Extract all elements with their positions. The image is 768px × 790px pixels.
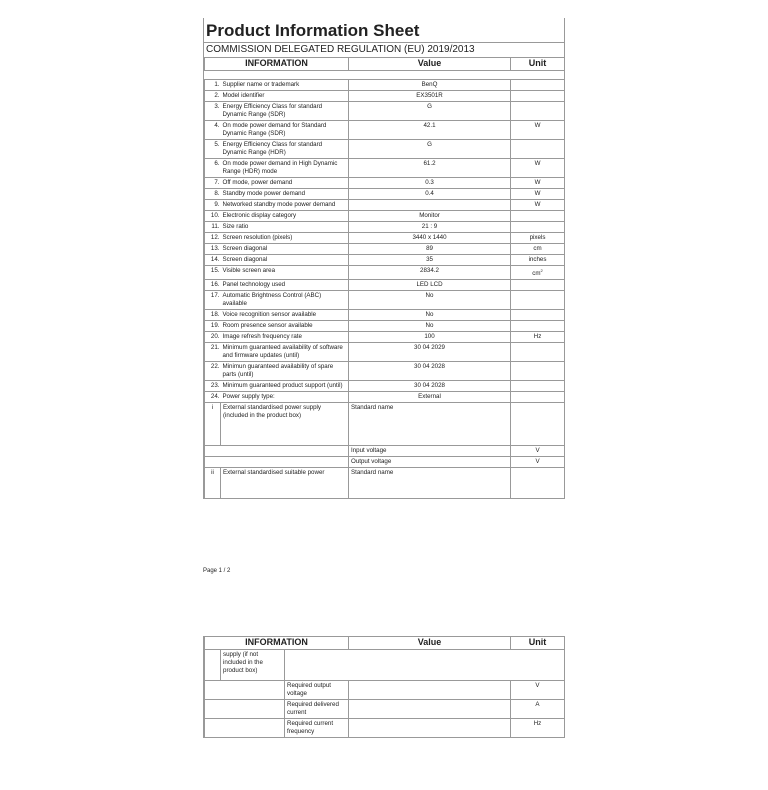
row-value: BenQ [349,80,511,91]
row-number: 12. [205,233,221,244]
p2-frequency-unit: Hz [511,719,565,738]
table-row [205,362,565,381]
page-title: Product Information Sheet [204,18,564,43]
row-label: Standby mode power demand [221,189,349,200]
table-row [205,80,565,91]
row-unit: W [511,159,565,178]
row-unit [511,321,565,332]
table-row [205,244,565,255]
row-unit: W [511,200,565,211]
row-number: 5. [205,140,221,159]
table-row [205,222,565,233]
ps-i-input-label: Input voltage [349,446,511,457]
row-number: 13. [205,244,221,255]
header-unit: Unit [511,58,565,71]
ps-i-output-unit: V [511,457,565,468]
ps-i-input-unit: V [511,446,565,457]
table-row [205,266,565,280]
row-number: 4. [205,121,221,140]
table-row [205,392,565,403]
row-label: Size ratio [221,222,349,233]
row-label: Minimum guaranteed product support (until) [221,381,349,392]
row-value: 0.4 [349,189,511,200]
row-unit [511,280,565,291]
row-value: G [349,102,511,121]
table-row [205,255,565,266]
row-value: 30 04 2028 [349,362,511,381]
row-value: No [349,291,511,310]
ps-i-input-row [205,446,565,457]
row-number: 6. [205,159,221,178]
squared-superscript: 2 [540,268,543,273]
row-value: 30 04 2028 [349,381,511,392]
row-value: EX3501R [349,91,511,102]
row-unit: W [511,121,565,140]
spacer-row [205,71,565,80]
ps-i-mark: i [205,403,221,446]
header-value: Value [349,58,511,71]
row-number: 17. [205,291,221,310]
row-number: 20. [205,332,221,343]
table-row [205,91,565,102]
row-unit [511,291,565,310]
ps-i-output-label: Output voltage [349,457,511,468]
row-unit: W [511,189,565,200]
row-unit [511,310,565,321]
row-label: On mode power demand in High Dynamic Range (HDR) mode [221,159,349,178]
row-label: Minimun guaranteed availability of spare parts (until) [221,362,349,381]
page-number: Page 1 / 2 [203,568,231,574]
p2-continuation-label: supply (if not included in the product box) [221,650,285,681]
table-row [205,211,565,222]
p2-frequency-row [205,719,565,738]
row-number: 24. [205,392,221,403]
p2-frequency-label: Required current frequency [285,719,349,738]
row-value: LED LCD [349,280,511,291]
row-unit [511,343,565,362]
table-row [205,189,565,200]
row-unit [511,211,565,222]
row-number: 9. [205,200,221,211]
table-row [205,310,565,321]
table-row [205,102,565,121]
row-label: Screen diagonal [221,255,349,266]
row-value: 100 [349,332,511,343]
row-value: G [349,140,511,159]
row-unit: W [511,178,565,189]
header-information: INFORMATION [205,58,349,71]
row-value: 2834.2 [349,266,511,280]
row-value: 0.3 [349,178,511,189]
row-label: Room presence sensor available [221,321,349,332]
table-row [205,280,565,291]
row-value [349,200,511,211]
ps-i-output-row [205,457,565,468]
p2-output-voltage-row [205,681,565,700]
table-row [205,321,565,332]
row-label: Energy Efficiency Class for standard Dynamic Range (SDR) [221,102,349,121]
page-2 [203,636,565,738]
row-value: External [349,392,511,403]
ps-ii-mark: ii [205,468,221,499]
table-row [205,381,565,392]
row-label: Image refresh frequency rate [221,332,349,343]
table-row [205,121,565,140]
row-number: 7. [205,178,221,189]
row-label: Networked standby mode power demand [221,200,349,211]
row-unit [511,392,565,403]
ps-ii-std: Standard name [349,468,511,499]
page-1 [203,18,565,499]
row-value: No [349,310,511,321]
row-unit: pixels [511,233,565,244]
row-value: 35 [349,255,511,266]
row-unit: Hz [511,332,565,343]
row-label: Off mode, power demand [221,178,349,189]
table-row [205,233,565,244]
p2-current-label: Required delivered current [285,700,349,719]
table-row [205,291,565,310]
row-label: Electronic display category [221,211,349,222]
row-label: Automatic Brightness Control (ABC) available [221,291,349,310]
row-number: 18. [205,310,221,321]
p2-header-information: INFORMATION [205,637,349,650]
p2-output-voltage-label: Required output voltage [285,681,349,700]
ps-i-label: External standardised power supply (included in the product box) [221,403,349,446]
power-supply-i-row [205,403,565,446]
row-number: 8. [205,189,221,200]
table-row [205,343,565,362]
row-value: 89 [349,244,511,255]
row-unit [511,140,565,159]
p2-output-voltage-unit: V [511,681,565,700]
row-unit [511,80,565,91]
row-value: No [349,321,511,332]
row-value: Monitor [349,211,511,222]
row-number: 23. [205,381,221,392]
row-number: 3. [205,102,221,121]
table-row [205,332,565,343]
row-label: Power supply type: [221,392,349,403]
ps-i-std: Standard name [349,403,511,446]
table-row [205,159,565,178]
row-number: 22. [205,362,221,381]
row-label: Model identifier [221,91,349,102]
row-number: 21. [205,343,221,362]
row-unit [511,362,565,381]
p2-current-row [205,700,565,719]
row-number: 19. [205,321,221,332]
row-label: On mode power demand for Standard Dynamic Range (SDR) [221,121,349,140]
row-number: 16. [205,280,221,291]
p2-current-unit: A [511,700,565,719]
row-unit: cm [511,244,565,255]
row-unit [511,222,565,233]
row-unit: inches [511,255,565,266]
row-number: 1. [205,80,221,91]
row-label: Visible screen area [221,266,349,280]
row-label: Minimum guaranteed availability of software and firmware updates (until) [221,343,349,362]
row-unit [511,91,565,102]
row-unit [511,102,565,121]
row-number: 10. [205,211,221,222]
table-row [205,178,565,189]
row-unit [511,381,565,392]
row-label: Voice recognition sensor available [221,310,349,321]
p2-header-unit: Unit [511,637,565,650]
row-value: 3440 x 1440 [349,233,511,244]
p2-header-value: Value [349,637,511,650]
table-row [205,140,565,159]
ps-i-std-unit [511,403,565,446]
row-value: 42.1 [349,121,511,140]
power-supply-ii-row [205,468,565,499]
row-unit: $cm^2$ [511,266,565,280]
p2-continuation-row [205,650,565,681]
row-label: Supplier name or trademark [221,80,349,91]
row-label: Screen diagonal [221,244,349,255]
row-value: 30 04 2029 [349,343,511,362]
info-table-continued [204,636,565,738]
row-value: 61.2 [349,159,511,178]
row-value: 21 : 9 [349,222,511,233]
row-number: 15. [205,266,221,280]
row-label: Energy Efficiency Class for standard Dynamic Range (HDR) [221,140,349,159]
ps-ii-label: External standardised suitable power [221,468,349,499]
row-number: 2. [205,91,221,102]
row-number: 11. [205,222,221,233]
row-label: Panel technology used [221,280,349,291]
row-label: Screen resolution (pixels) [221,233,349,244]
row-number: 14. [205,255,221,266]
table-row [205,200,565,211]
info-table [204,57,565,499]
regulation-subtitle: COMMISSION DELEGATED REGULATION (EU) 2019/2013 [206,44,475,55]
